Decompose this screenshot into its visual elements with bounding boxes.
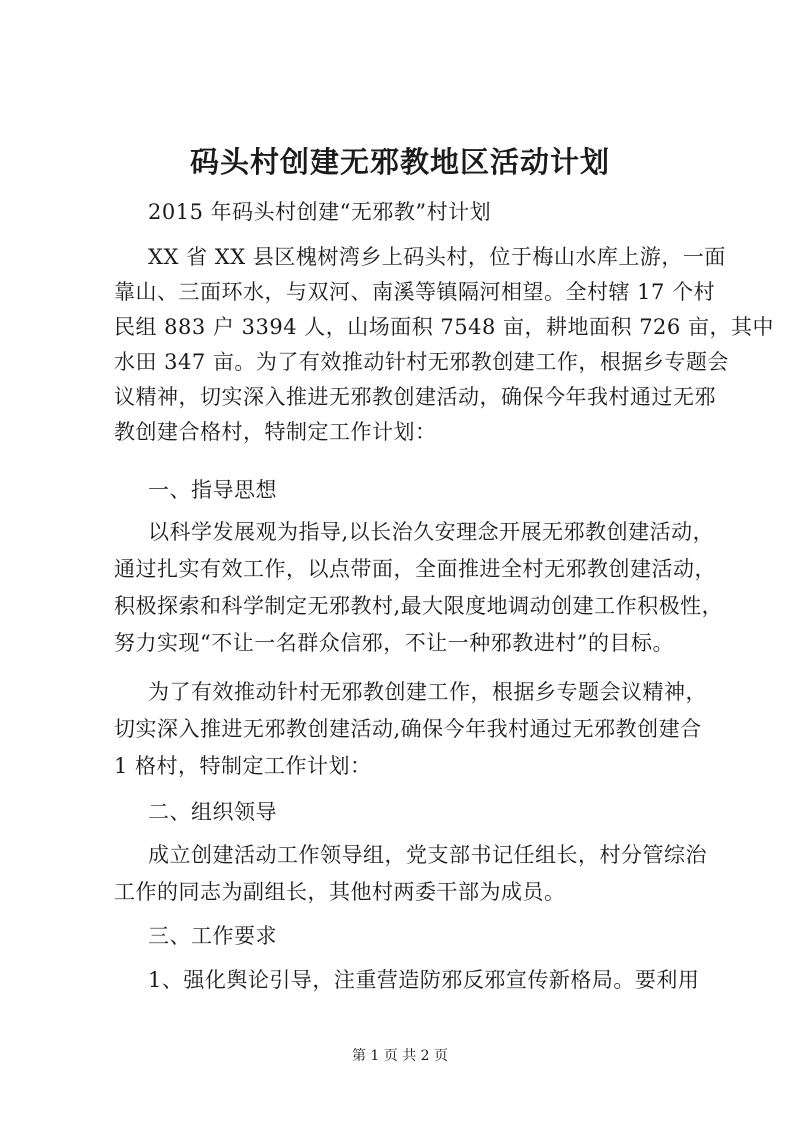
paragraph-line: 积极探索和科学制定无邪教村,最大限度地调动创建工作积极性， xyxy=(114,594,724,618)
section-heading: 一、指导思想 xyxy=(148,478,277,502)
paragraph-line: 民组 883 户 3394 人，山场面积 7548 亩，耕地面积 726 亩，其中 xyxy=(114,315,774,339)
paragraph-line: 努力实现“不让一名群众信邪，不让一种邪教进村”的目标。 xyxy=(114,631,674,655)
paragraph-line: 通过扎实有效工作，以点带面，全面推进全村无邪教创建活动， xyxy=(114,557,716,581)
paragraph-line: XX 省 XX 县区槐树湾乡上码头村，位于梅山水库上游，一面 xyxy=(148,245,726,269)
section-heading: 二、组织领导 xyxy=(148,800,277,824)
document-title: 码头村创建无邪教地区活动计划 xyxy=(189,145,610,179)
paragraph-line: 切实深入推进无邪教创建活动,确保今年我村通过无邪教创建合 xyxy=(114,717,702,741)
page-footer: 第 1 页 共 2 页 xyxy=(351,1048,449,1064)
paragraph-line: 成立创建活动工作领导组，党支部书记任组长，村分管综治 xyxy=(148,843,707,867)
paragraph-line: 工作的同志为副组长，其他村两委干部为成员。 xyxy=(114,880,566,904)
paragraph-line: 为了有效推动针村无邪教创建工作，根据乡专题会议精神， xyxy=(148,680,707,704)
paragraph-line: 靠山、三面环水，与双河、南溪等镇隔河相望。全村辖 17 个村 xyxy=(114,280,716,304)
section-heading: 三、工作要求 xyxy=(148,924,277,948)
paragraph-line: 水田 347 亩。为了有效推动针村无邪教创建工作，根据乡专题会 xyxy=(114,350,729,374)
paragraph-line: 1、强化舆论引导，注重营造防邪反邪宣传新格局。要利用 xyxy=(148,968,700,992)
paragraph-line: 议精神，切实深入推进无邪教创建活动，确保今年我村通过无邪 xyxy=(114,385,716,409)
subtitle-line: 2015 年码头村创建“无邪教”村计划 xyxy=(148,200,492,224)
paragraph-line: 教创建合格村，特制定工作计划： xyxy=(114,420,437,444)
paragraph-line: 以科学发展观为指导,以长治久安理念开展无邪教创建活动， xyxy=(148,520,715,544)
paragraph-line: 1 格村，特制定工作计划： xyxy=(114,754,372,778)
